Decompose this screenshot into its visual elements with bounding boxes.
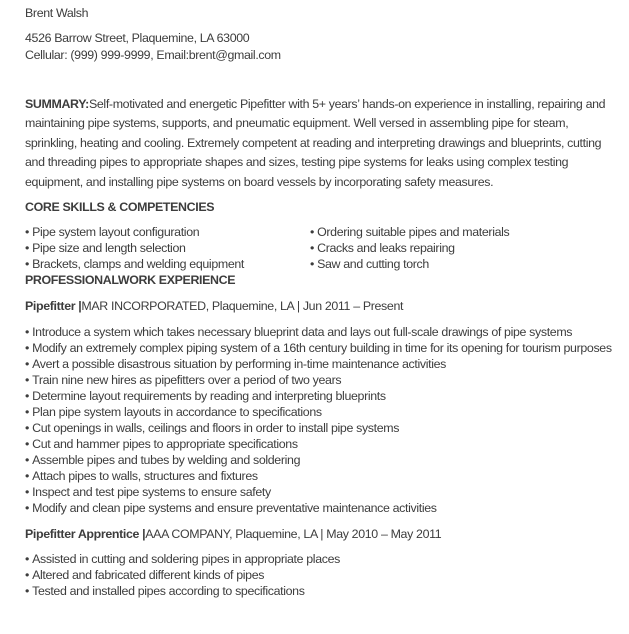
skill-item: • Saw and cutting torch — [310, 256, 615, 272]
job-bullet-list — [25, 551, 613, 599]
job-section-apprentice — [25, 526, 615, 599]
job-bullet-list — [25, 324, 613, 516]
job-bullet-item: • Assemble pipes and tubes by welding and soldering — [25, 452, 613, 468]
job-title-line — [25, 298, 613, 314]
summary-text: Self-motivated and energetic Pipefitter with 5+ years’ hands-on experience in installing, repairing and maintaining pipe systems, supports, and pneumatic equipment. Well versed in assembling pipe for steam, sprinkling, heating and cooling. Extremely competent at reading and interpreting drawings and blueprints, cutting and threading pipes to appropriate shapes and sizes, testing pipe systems for leaks using complex testing equipment, and installing pipe systems on board vessels by incorporating safety measures. — [25, 97, 606, 189]
skills-list-left — [25, 224, 310, 272]
skills-heading: CORE SKILLS & COMPETENCIES — [25, 200, 215, 215]
job-bullet-item: • Cut openings in walls, ceilings and floors in order to install pipe systems — [25, 420, 613, 436]
skill-item: • Pipe system layout configuration — [25, 224, 310, 240]
candidate-name: Brent Walsh — [25, 6, 89, 20]
job-bullet-item: • Altered and fabricated different kinds of pipes — [25, 567, 613, 583]
skill-item: • Pipe size and length selection — [25, 240, 310, 256]
skill-item: • Brackets, clamps and welding equipment — [25, 256, 310, 272]
job-bullet-item: • Modify and clean pipe systems and ensure preventative maintenance activities — [25, 500, 613, 516]
job-bullet-item: • Determine layout requirements by reading and interpreting blueprints — [25, 388, 613, 404]
job-bullet-item: • Assisted in cutting and soldering pipes in appropriate places — [25, 551, 613, 567]
resume-header — [25, 5, 615, 63]
summary-paragraph — [25, 95, 613, 192]
experience-heading: PROFESSIONALWORK EXPERIENCE — [25, 273, 236, 288]
job-bullet-item: • Inspect and test pipe systems to ensure safety — [25, 484, 613, 500]
job-bullet-item: • Tested and installed pipes according to specifications — [25, 583, 613, 599]
contact-line: Cellular: (999) 999-9999, Email:brent@gmail.com — [25, 47, 281, 62]
skills-columns — [25, 224, 615, 272]
job-role: Pipefitter Apprentice | — [25, 527, 146, 542]
contact-block — [25, 30, 615, 63]
job-bullet-item: • Introduce a system which takes necessary blueprint data and lays out full-scale drawings of pipe systems — [25, 324, 613, 340]
job-bullet-item: • Cut and hammer pipes to appropriate specifications — [25, 436, 613, 452]
job-title-line — [25, 526, 613, 542]
address-line: 4526 Barrow Street, Plaquemine, LA 63000 — [25, 31, 250, 45]
skills-list-right — [310, 224, 615, 272]
summary-label: SUMMARY: — [25, 97, 89, 111]
job-bullet-item: • Avert a possible disastrous situation by performing in-time maintenance activities — [25, 356, 613, 372]
job-company-dates: MAR INCORPORATED, Plaquemine, LA | Jun 2011 – Present — [81, 299, 404, 314]
skill-item: • Ordering suitable pipes and materials — [310, 224, 615, 240]
job-bullet-item: • Modify an extremely complex piping system of a 16th century building in time for its opening for tourism purposes — [25, 340, 613, 356]
job-role: Pipefitter | — [25, 299, 82, 314]
job-bullet-item: • Attach pipes to walls, structures and fixtures — [25, 468, 613, 484]
job-company-dates: AAA COMPANY, Plaquemine, LA | May 2010 – May 2011 — [145, 527, 442, 542]
job-section-pipefitter — [25, 298, 615, 516]
job-bullet-item: • Train nine new hires as pipefitters over a period of two years — [25, 372, 613, 388]
skill-item: • Cracks and leaks repairing — [310, 240, 615, 256]
job-bullet-item: • Plan pipe system layouts in accordance to specifications — [25, 404, 613, 420]
